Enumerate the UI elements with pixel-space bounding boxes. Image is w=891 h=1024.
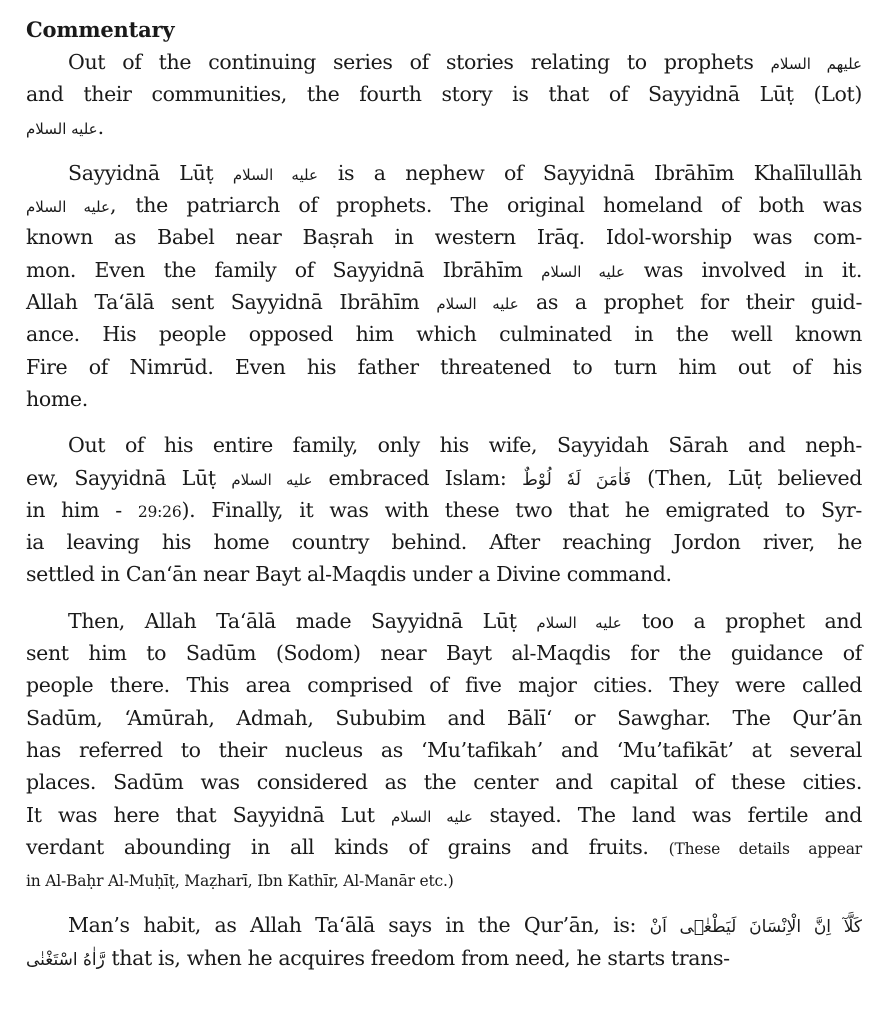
text-line [26,526,862,558]
text-run: sent him to Sadūm (Sodom) near Bayt al-Maqdis for the guidance of [26,641,862,666]
text-run: was involved in it. [624,257,862,282]
text-run: known as Babel near Baṣrah in western Irāq. Idol-worship was com- [26,225,862,250]
arabic-honorific: عليه السلام [26,198,110,217]
arabic-honorific: عليه السلام [232,165,318,184]
text-run: verdant abounding in all kinds of grains and fruits. [26,834,669,859]
text-line [26,942,862,974]
arabic-honorific: عليه السلام [541,262,625,281]
text-line [26,351,862,383]
reference-note: (These details appear [668,839,863,858]
quran-verse: فَاٰمَنَ لَهٗ لُوْطٌ [522,469,632,490]
text-line [26,702,862,734]
text-run: Allah Ta‘ālā sent Sayyidnā Ibrāhīm [26,290,437,315]
commentary-body [26,46,862,974]
text-run: Fire of Nimrūd. Even his father threatened to turn him out of his [26,354,862,379]
arabic-honorific: عليه السلام [436,295,519,314]
text-line [26,221,862,253]
paragraph-p4 [26,605,862,896]
text-run: Sadūm, ‘Amūrah, Admah, Sububim and Bālī‘ or Sawghar. The Qur’ān [26,705,862,730]
text-line [26,831,862,863]
text-run: is a nephew of Sayyidnā Ibrāhīm Khalīlullāh [317,160,862,185]
text-line [26,318,862,350]
reference-note: 29:26 [137,502,182,521]
text-run: Man’s habit, as Allah Ta‘ālā says in the Qur’ān, is: [68,913,650,938]
text-run: ia leaving his home country behind. After reaching Jordon river, he [26,530,862,555]
text-line [26,111,862,143]
text-run: , the patriarch of prophets. The original homeland of both was [109,193,862,218]
text-run: ). Finally, it was with these two that he emigrated to Syr- [181,497,862,522]
text-run: Sayyidnā Lūṭ [68,160,233,185]
document-page [26,14,862,988]
text-run: It was here that Sayyidnā Lut [26,802,392,827]
text-line [26,669,862,701]
text-line [26,558,862,590]
text-line [26,766,862,798]
arabic-honorific: عليه السلام [26,119,98,138]
text-line [26,462,862,494]
text-run: people there. This area comprised of five major cities. They were called [26,673,862,698]
text-run: places. Sadūm was considered as the center and capital of these cities. [26,770,862,795]
reference-note: in Al-Baḥr Al-Muḥīṭ, Maẓharī, Ibn Kathīr, Al-Manār etc.) [26,872,454,891]
text-run: ance. His people opposed him which culminated in the well known [26,322,862,347]
text-run: embraced Islam: [312,465,523,490]
text-run: stayed. The land was fertile and [472,802,863,827]
arabic-honorific: عليه السلام [231,470,313,489]
text-run: as a prophet for their guid- [518,290,863,315]
section-heading: Commentary [26,17,175,42]
text-line [26,734,862,766]
text-run: ew, Sayyidnā Lūṭ [26,465,232,490]
text-run: and their communities, the fourth story is that of Sayyidnā Lūṭ (Lot) [26,82,862,107]
text-line [26,799,862,831]
text-run: (Then, Lūṭ believed [631,465,862,490]
text-line [26,383,862,415]
text-run: home. [26,386,88,411]
text-line [26,286,862,318]
text-line [26,189,862,221]
paragraph-p1 [26,46,862,143]
text-run: that is, when he acquires freedom from need, he starts trans- [104,945,730,970]
text-line [26,46,862,78]
text-run: Then, Allah Ta‘ālā made Sayyidnā Lūṭ [68,608,537,633]
arabic-honorific: عليه السلام [536,613,622,632]
text-line [26,78,862,110]
text-line [26,494,862,526]
text-line [26,605,862,637]
arabic-honorific: عليهم السلام [770,55,862,73]
paragraph-p5 [26,909,862,974]
paragraph-p3 [26,429,862,590]
paragraph-p2 [26,157,862,415]
text-line [26,637,862,669]
text-line [26,863,862,895]
text-line [26,429,862,461]
text-run: . [97,114,105,139]
arabic-honorific: عليه السلام [391,807,473,826]
text-run: too a prophet and [621,608,863,633]
quran-verse: رَّاٰهُ اسْتَغْنٰى [26,949,105,970]
text-line [26,254,862,286]
text-run: Out of his entire family, only his wife, Sayyidah Sārah and neph- [68,433,862,458]
quran-verse: كَلَّآ اِنَّ الْاِنْسَانَ لَيَطْغٰۤى اَنْ [649,917,862,938]
text-run: has referred to their nucleus as ‘Mu’tafikah’ and ‘Mu’tafikāt’ at several [26,737,862,762]
text-run: settled in Can‘ān near Bayt al-Maqdis under a Divine command. [26,562,672,587]
text-run: in him - [26,497,138,522]
text-run: mon. Even the family of Sayyidnā Ibrāhīm [26,257,542,282]
text-run: Out of the continuing series of stories relating to prophets [68,50,771,74]
text-line [26,157,862,189]
text-line [26,909,862,941]
